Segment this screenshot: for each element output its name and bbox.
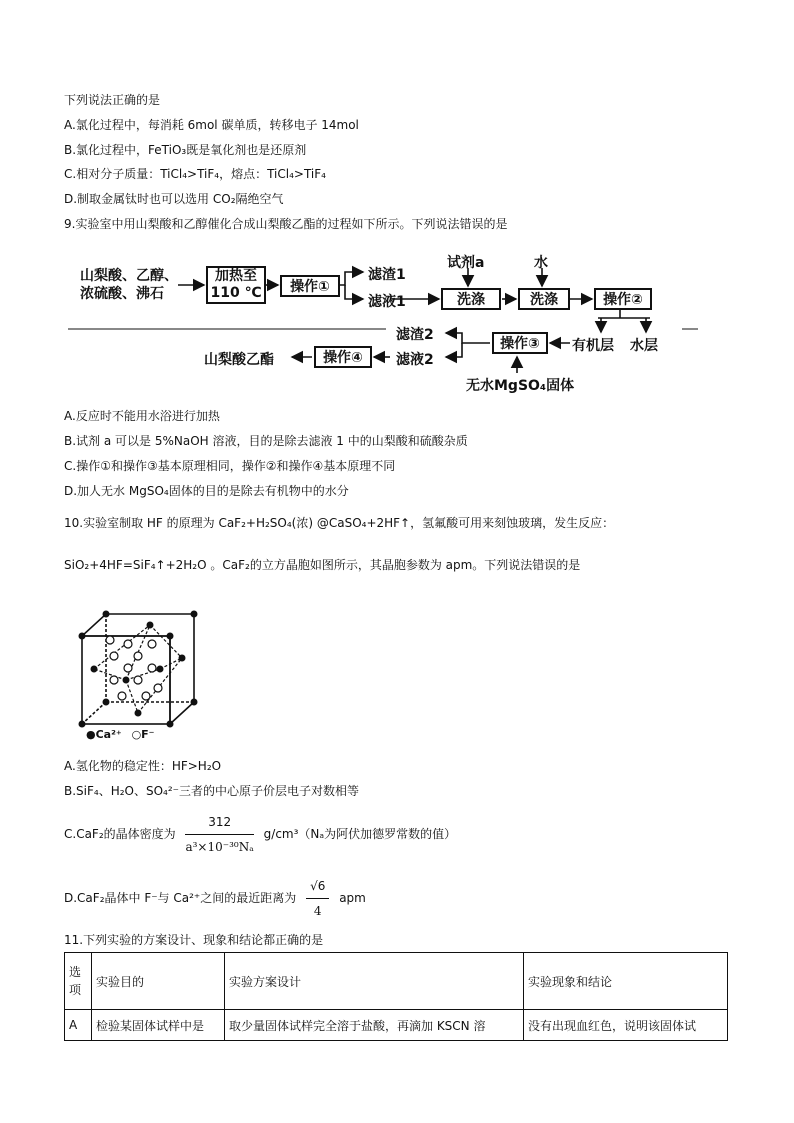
q9-option-b: B.试剂 a 可以是 5%NaOH 溶液，目的是除去滤液 1 中的山梨酸和硫酸杂质 [64,434,468,448]
q10-option-c [64,812,456,857]
flow-op2-box: 操作② [594,288,652,310]
q10-stem-line1: 10.实验室制取 HF 的原理为 CaF₂+H₂SO₄(浓) @CaSO₄+2HF↑，氢氟酸可用来刻蚀玻璃，发生反应： [64,516,615,530]
density-denominator: a³×10⁻³⁰Nₐ [185,840,254,854]
flowchart [0,0,794,400]
q10-option-d [64,876,366,921]
q10-option-a: A.氢化物的稳定性：HF>H₂O [64,759,222,773]
flow-reactants: 山梨酸、乙醇、 浓硫酸、沸石 [80,268,178,302]
flow-organic-layer: 有机层 [572,338,614,354]
distance-fraction [306,876,329,921]
flow-aqueous-layer: 水层 [630,338,658,354]
distance-denominator: 4 [313,904,322,918]
table-header-purpose: 实验目的 [92,953,225,1010]
distance-numerator: √6 [306,876,329,899]
q8-option-a: A.氯化过程中，每消耗 6mol 碳单质，转移电子 14mol [64,118,359,132]
q11-stem: 11.下列实验的方案设计、现象和结论都正确的是 [64,933,324,947]
q8-option-b: B.氯化过程中，FeTiO₃既是氧化剂也是还原剂 [64,143,307,157]
q9-option-d: D.加人无水 MgSO₄固体的目的是除去有机物中的水分 [64,484,349,498]
q8-option-d: D.制取金属钛时也可以选用 CO₂隔绝空气 [64,192,284,206]
table-row [65,1010,728,1041]
flow-product: 山梨酸乙酯 [204,352,274,368]
table-header-design: 实验方案设计 [225,953,524,1010]
flow-residue2: 滤渣2 [396,327,434,343]
q8-option-c: C.相对分子质量：TiCl₄>TiF₄，熔点：TiCl₄>TiF₄ [64,167,326,181]
table-header-option: 选项 [65,953,92,1010]
q9-stem: 9.实验室中用山梨酸和乙醇催化合成山梨酸乙酯的过程如下所示。下列说法错误的是 [64,217,508,231]
table-header-row [65,953,728,1010]
flow-wash1-box: 洗涤 [441,288,501,310]
flow-wash2-box: 洗涤 [518,288,570,310]
flow-op3-box: 操作③ [492,332,548,354]
flow-heat-box: 加热至 110 ℃ [206,266,266,304]
q10-d-prefix: D.CaF₂晶体中 F⁻与 Ca²⁺之间的最近距离为 [64,891,297,905]
legend-fluoride: ○F⁻ [131,728,155,741]
density-numerator: 312 [185,812,253,835]
table-header-result: 实验现象和结论 [524,953,728,1010]
table-cell-purpose: 检验某固体试样中是 [92,1010,225,1041]
q10-c-suffix: g/cm³（Nₐ为阿伏加德罗常数的值） [263,827,457,841]
q9-option-a: A.反应时不能用水浴进行加热 [64,409,220,423]
q10-c-prefix: C.CaF₂的晶体密度为 [64,827,176,841]
q9-option-c: C.操作①和操作③基本原理相同，操作②和操作④基本原理不同 [64,459,396,473]
q10-d-suffix: apm [339,891,366,905]
table-cell-design: 取少量固体试样完全溶于盐酸，再滴加 KSCN 溶 [225,1010,524,1041]
crystal-cell-figure [70,600,220,750]
experiment-table [64,952,728,1041]
flow-filtrate2: 滤液2 [396,352,434,368]
flow-reagent-a: 试剂a [447,255,485,271]
q10-stem-line2: SiO₂+4HF=SiF₄↑+2H₂O 。CaF₂的立方晶胞如图所示，其晶胞参数为 apm。下列说法错误的是 [64,558,581,572]
flow-residue1: 滤渣1 [368,267,406,283]
table-cell-result: 没有出现血红色，说明该固体试 [524,1010,728,1041]
flow-op4-box: 操作④ [314,346,372,368]
flow-op1-box: 操作① [280,275,340,297]
flow-mgso4: 无水MgSO₄固体 [466,378,575,394]
q8-stem: 下列说法正确的是 [64,93,161,107]
table-cell-option: A [65,1010,92,1041]
flow-filtrate1: 滤液1 [368,294,406,310]
density-fraction [185,812,253,857]
legend-calcium: ●Ca²⁺ [86,728,122,741]
q10-option-b: B.SiF₄、H₂O、SO₄²⁻三者的中心原子价层电子对数相等 [64,784,360,798]
flow-water: 水 [534,255,548,271]
